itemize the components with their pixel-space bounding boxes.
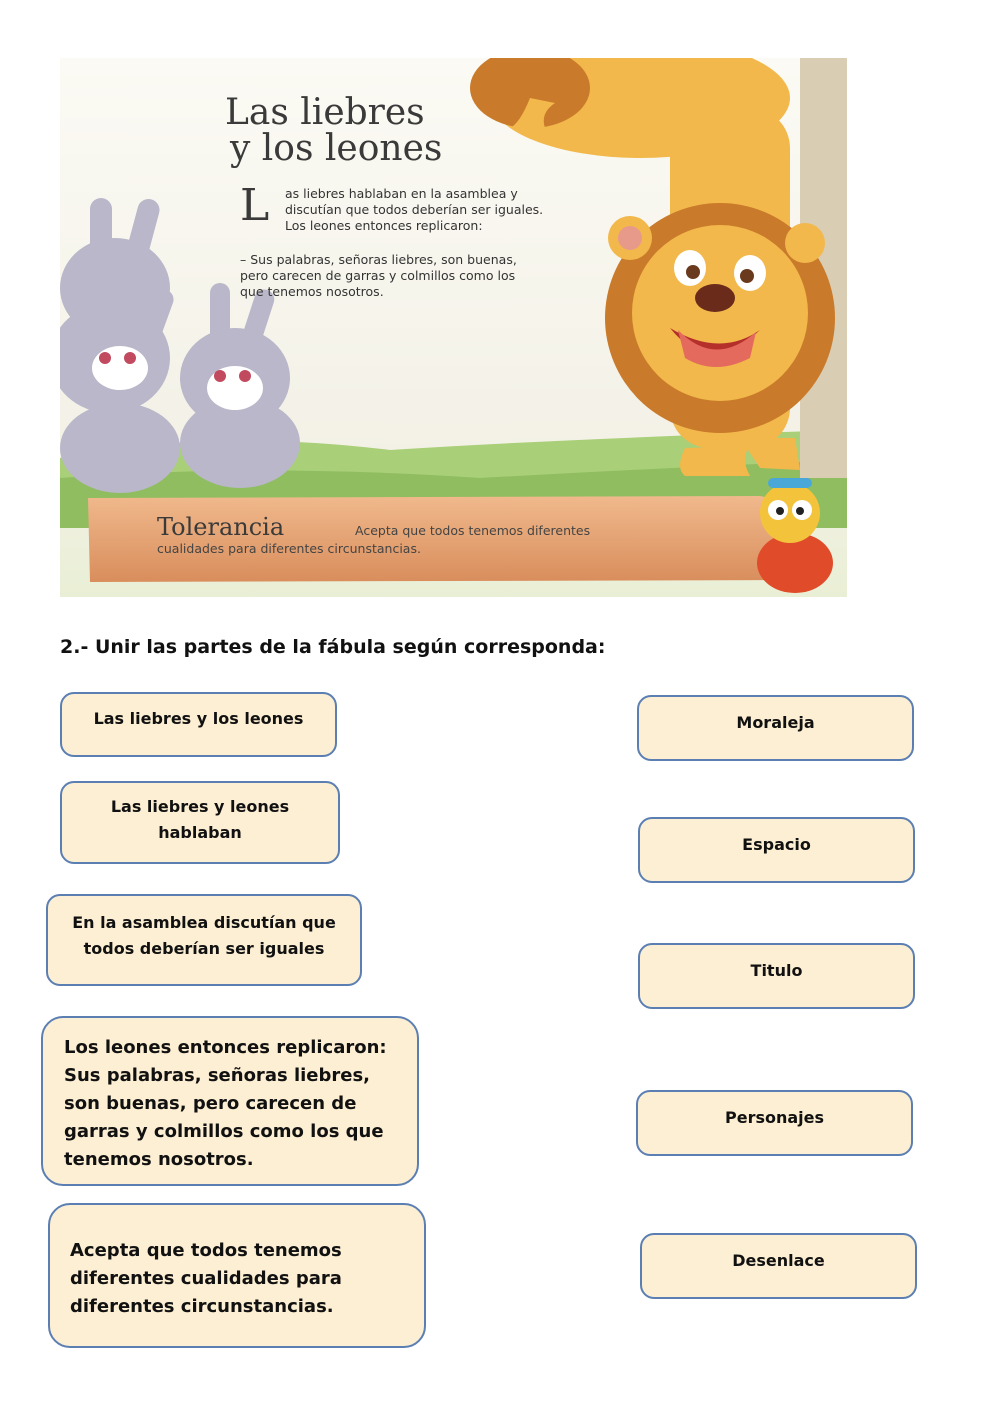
right-item-titulo[interactable]: [638, 943, 915, 1009]
left-item-2-line-1: Las liebres y leones: [110, 797, 290, 816]
right-item-personajes-label: Personajes: [724, 1108, 825, 1127]
right-item-espacio-label: Espacio: [742, 835, 811, 854]
left-item-2[interactable]: [60, 781, 340, 864]
illustration-title-line2: y los leones: [230, 128, 443, 169]
left-item-2-line-2: hablaban: [158, 823, 242, 842]
left-item-3-line-2: todos deberían ser iguales: [83, 939, 325, 958]
fable-illustration-svg: [60, 58, 847, 597]
illustration-title-line1: Las liebres: [225, 92, 425, 133]
banner-line-2: cualidades para diferentes circunstancias.: [157, 541, 421, 556]
left-item-4[interactable]: [41, 1016, 419, 1186]
left-item-1-line-1: Las liebres y los leones: [93, 709, 304, 728]
right-item-moraleja-label: Moraleja: [736, 713, 815, 732]
right-item-desenlace-label: Desenlace: [732, 1251, 825, 1270]
right-item-titulo-label: Titulo: [750, 961, 803, 980]
story-line-3: Los leones entonces replicaron:: [285, 218, 483, 233]
left-item-3-line-1: En la asamblea discutían que: [72, 913, 336, 932]
quote-line-3: que tenemos nosotros.: [240, 284, 384, 299]
instruction-heading: 2.- Unir las partes de la fábula según corresponda:: [60, 636, 606, 658]
left-item-1[interactable]: [60, 692, 337, 757]
left-item-3[interactable]: [46, 894, 362, 986]
quote-line-2: pero carecen de garras y colmillos como los: [240, 268, 516, 283]
left-item-4-line-3: son buenas, pero carecen de: [64, 1093, 357, 1114]
drop-cap: L: [240, 180, 270, 231]
right-item-desenlace[interactable]: [640, 1233, 917, 1299]
left-item-5-line-1: Acepta que todos tenemos: [70, 1240, 342, 1261]
left-item-5[interactable]: [48, 1203, 426, 1348]
right-item-espacio[interactable]: [638, 817, 915, 883]
left-item-4-line-5: tenemos nosotros.: [64, 1149, 254, 1170]
left-item-4-line-4: garras y colmillos como los que: [64, 1121, 384, 1142]
left-item-4-line-1: Los leones entonces replicaron:: [64, 1037, 387, 1058]
left-item-5-line-3: diferentes circunstancias.: [70, 1296, 334, 1317]
left-item-4-line-2: Sus palabras, señoras liebres,: [64, 1065, 371, 1086]
right-item-moraleja[interactable]: [637, 695, 914, 761]
right-item-personajes[interactable]: [636, 1090, 913, 1156]
banner-line-1: Acepta que todos tenemos diferentes: [355, 523, 591, 538]
story-line-1: as liebres hablaban en la asamblea y: [285, 186, 518, 201]
fable-illustration: [60, 58, 847, 597]
lion-face: [605, 203, 835, 433]
quote-line-1: – Sus palabras, señoras liebres, son buenas,: [240, 252, 517, 267]
banner-title: Tolerancia: [157, 513, 285, 541]
story-line-2: discutían que todos deberían ser iguales.: [285, 202, 544, 217]
left-item-5-line-2: diferentes cualidades para: [70, 1268, 342, 1289]
